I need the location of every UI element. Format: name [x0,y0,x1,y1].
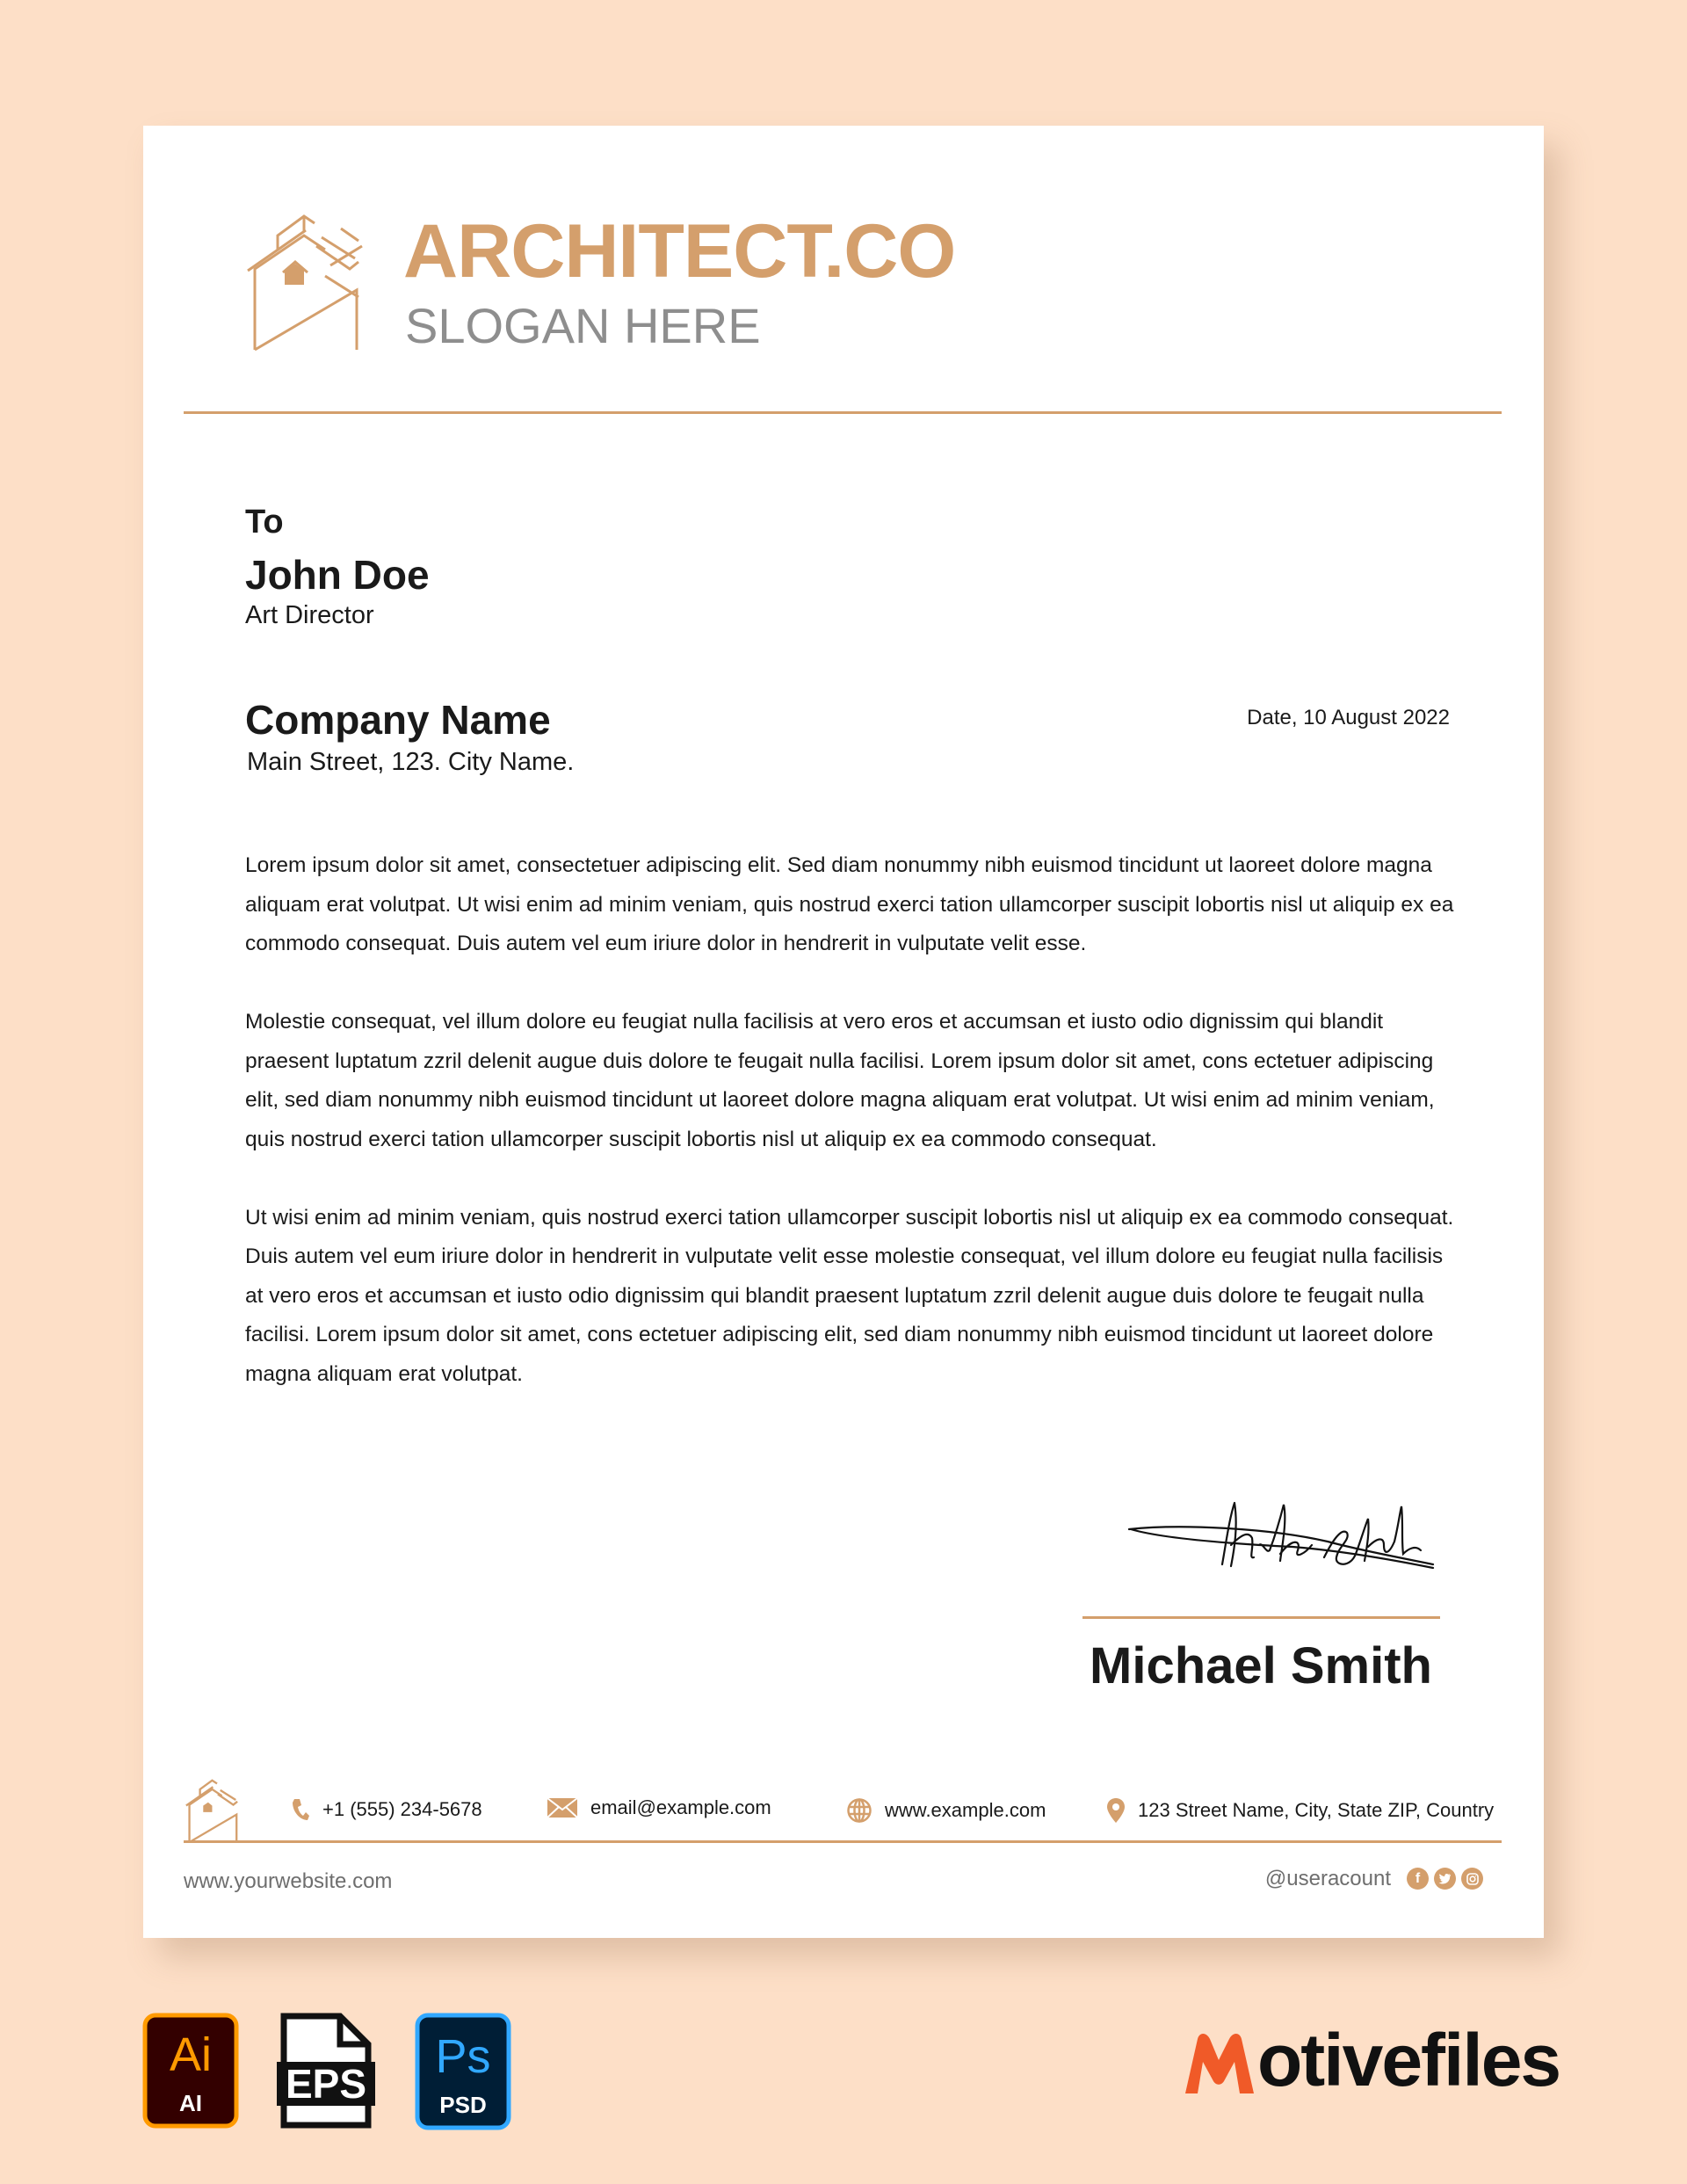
header-divider [184,411,1502,414]
footer-web [846,1797,1046,1824]
facebook-icon[interactable]: f [1407,1868,1429,1890]
eps-file-icon [277,2013,375,2129]
twitter-icon[interactable] [1434,1868,1456,1890]
email-text: email@example.com [590,1796,771,1818]
footer-address [1106,1797,1494,1824]
eps-label: EPS [285,2061,367,2107]
motivefiles-text: otivefiles [1257,2019,1560,2101]
web-text: www.example.com [885,1799,1046,1821]
phone-text: +1 (555) 234-5678 [322,1798,482,1820]
signer-name: Michael Smith [1090,1637,1432,1694]
footer-phone [291,1797,482,1822]
brand-name: ARCHITECT.CO [403,209,956,294]
company-address: Main Street, 123. City Name. [247,748,575,776]
to-label: To [245,504,284,541]
social-handle: @useracount [1264,1866,1391,1890]
building-logo-icon [243,211,364,352]
slogan: SLOGAN HERE [405,298,761,353]
paragraph: Lorem ipsum dolor sit amet, consectetuer adipiscing elit. Sed diam nonummy nibh euismod tincidunt ut laoreet dolore magna aliquam erat volutpat. Ut wisi enim ad minim veniam, quis nostrud exerci tation ullamcorper suscipit lobortis nisl ut aliquip ex ea commodo consequat. Duis autem vel eum iriure dolor in hendrerit in vulputate velit esse. [245,853,1454,955]
company-name: Company Name [245,697,551,743]
signature-image [1126,1492,1442,1589]
paragraph: Ut wisi enim ad minim veniam, quis nostrud exerci tation ullamcorper suscipit lobortis nisl ut aliquip ex ea commodo consequat. Duis autem vel eum iriure dolor in hendrerit in vulputate velit esse molestie consequat, vel illum dolore eu feugiat nulla facilisis at vero eros et accumsan et iusto odio dignissim qui blandit praesent luptatum zzril delenit augue duis dolore te feugait nulla facilisi. Lorem ipsum dolor sit amet, cons ectetuer adipiscing elit, sed diam nonummy nibh euismod tincidunt ut laoreet dolore magna aliquam erat volutpat. [245,1205,1454,1386]
ps-label: Ps [435,2030,491,2083]
globe-icon [846,1797,872,1824]
location-pin-icon [1106,1797,1126,1824]
recipient-name: John Doe [245,552,430,598]
ai-label: Ai [169,2028,213,2081]
signature-line [1082,1616,1440,1619]
footer-website: www.yourwebsite.com [184,1869,393,1893]
social-links [1265,1868,1483,1890]
letter-body [245,846,1466,1433]
instagram-icon[interactable] [1461,1868,1483,1890]
footer-email [547,1797,771,1818]
adobe-illustrator-icon [142,2013,239,2129]
email-icon [547,1797,578,1818]
footer-divider [184,1840,1502,1843]
ai-sublabel: AI [179,2090,202,2116]
address-text: 123 Street Name, City, State ZIP, Country [1138,1799,1495,1821]
motivefiles-logo [1182,2019,1560,2101]
letterhead-sheet [143,126,1544,1938]
phone-icon [291,1797,310,1822]
paragraph: Molestie consequat, vel illum dolore eu feugiat nulla facilisis at vero eros et accumsan et iusto odio dignissim qui blandit praesent luptatum zzril delenit augue duis dolore te feugait nulla facilisi. Lorem ipsum dolor sit amet, cons ectetuer adipiscing elit, sed diam nonummy nibh euismod tincidunt ut laoreet dolore magna aliquam erat volutpat. Ut wisi enim ad minim veniam, quis nostrud exerci tation ullamcorper suscipit lobortis nisl ut aliquip ex ea commodo consequat. [245,1010,1435,1151]
adobe-photoshop-icon [415,2013,511,2130]
letter-date: Date, 10 August 2022 [1247,706,1450,729]
ps-sublabel: PSD [439,2092,487,2118]
footer-building-logo-icon [184,1778,240,1843]
motivefiles-m-icon [1182,2030,1257,2097]
recipient-title: Art Director [245,601,374,629]
